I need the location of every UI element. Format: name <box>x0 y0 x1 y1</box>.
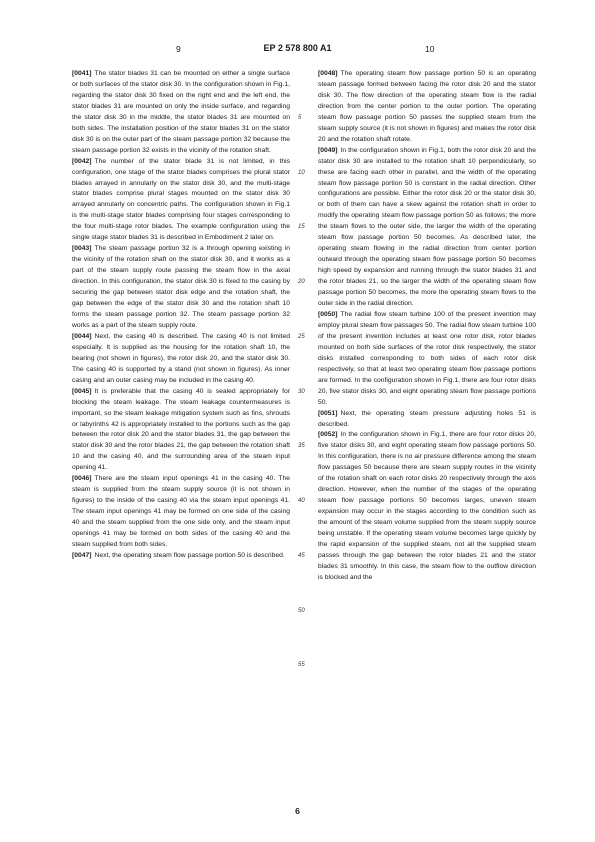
paragraph-text: Next, the casing 40 is described. The casing 40 is not limited especially. It is supplied as the housing for the rotation shaft 10, the bearing (not shown in figures), the rotor disk 20, and the stator disk 30. The casing 40 is supported by a stand (not shown in figures). As inner casing and an outer casing may be included in the casing 40. <box>72 332 290 384</box>
paragraph-text: The stator blades 31 can be mounted on either a single surface or both surfaces of the stator disk 30. In the configuration shown in Fig.1, regarding the stator disk 30 fixed on the right end and the left end, the stator blades 31 are mounted on only the inside surface, and regarding the stator disk 30 in the middle, the stator blades 31 are mounted on both sides. The installation position of the stator blades 31 on the stator disk 30 is on the outer part of the steam passage portion 32 because the steam passage portion 32 exists in the vicinity of the rotation shaft. <box>72 70 290 154</box>
paragraph <box>72 474 290 551</box>
paragraph <box>72 244 290 332</box>
paragraph-number: [0044] <box>72 332 92 340</box>
line-number: 35 <box>298 443 305 450</box>
paragraph-text: There are the steam input openings 41 in the casing 40. The steam is supplied from the steam supply source (it is not shown in figures) to the inside of the casing 40 via the steam input openings 41. The steam input openings 41 may be formed on one side of the casing 40 and the steam supplied from the one side only, and the steam input openings 41 may be formed on both sides of the casing 40 and the steam supplied from both sides. <box>72 475 290 548</box>
line-number: 25 <box>298 333 305 340</box>
paragraph <box>72 157 290 245</box>
page-number: 6 <box>295 806 300 816</box>
paragraph-number: [0048] <box>318 70 338 77</box>
paragraph-text: Next, the operating steam pressure adjusting holes 51 is described. <box>318 409 536 428</box>
right-page-number: 10 <box>425 44 435 54</box>
paragraph <box>72 387 290 475</box>
paragraph-number: [0043] <box>72 245 92 253</box>
line-number: 55 <box>298 662 305 669</box>
paragraph-text: The steam passage portion 32 is a through opening existing in the vicinity of the rotation shaft on the stator disk 30, and it works as a part of the steam supply route passing the steam flow in the axial direction. In this configuration, the stator disk 30 is fixed to the casing by securing the gap between stator disk edge and the rotation shaft, the gap between the edge of the stator disk 30 and the rotation shaft 10 forms the steam passage portion 32. The steam passage portion 32 works as a part of the steam supply route. <box>72 245 290 329</box>
line-number: 5 <box>298 114 302 121</box>
paragraph <box>72 551 290 562</box>
paragraph-text: In the configuration shown in Fig.1, both the rotor disk 20 and the stator disk 30 are installed to the rotation shaft 10 perpendicularly, so these are facing each other in parallel, and the width of the operating steam flow passage portion 50 is constant in the radial direction. Other configurations are possible. Either the rotor disk 20 or the stator disk 30, or both of them can have a skew against the rotation shaft in order to modify the operating steam flow passage portion 50 as follows; the more the steam flows to the outer side, the larger the width of the operating steam flow passage portion 50 becomes. As described later, the operating steam flowing in the radial direction from center portion outward through the operating steam flow passage portion 50 becomes high speed by expansion and running through the stator blades 31 and the rotor blades 21, so the larger the width of the operating steam flow passage portion 50 becomes, the more the operating steam flows to the outer side in the radial direction. <box>318 146 536 308</box>
paragraph-number: [0046] <box>72 475 92 483</box>
paragraph <box>318 430 536 583</box>
line-number: 40 <box>298 498 305 505</box>
paragraph-number: [0049] <box>318 146 338 154</box>
document-number: EP 2 578 800 A1 <box>263 43 332 53</box>
line-number: 30 <box>298 388 305 395</box>
paragraph-text: The number of the stator blade 31 is not limited, in this configuration, one stage of the stator blades comprises the plural stator blades arrayed in annularly on the stator disk 30, and the multi-stage stator blades comprise plural stages mounted on the stator disk 30 arrayed annularly on concentric paths. The configuration shown in Fig.1 is the multi-stage stator blades comprising four stages corresponding to the four multi-stage rotor blades. The example configuration using the single stage stator blades 31 is described in Embodiment 2 later on. <box>72 157 290 242</box>
paragraph <box>318 69 536 146</box>
paragraph-text: Next, the operating steam flow passage portion 50 is described. <box>94 551 285 559</box>
right-column <box>318 69 536 584</box>
paragraph-text: The radial flow steam turbine 100 of the present invention may employ plural steam flow passages 50. The radial flow steam turbine 100 of the present invention includes at least one rotor disk, rotor blades mounted on both side surfaces of the rotor disk respectively, the stator disks installed corresponding to both sides of each rotor disk respectively, so that at least two operating steam flow passage portions are formed. In the configuration shown in Fig.1, there are four rotor disks 20, five stator disks 30, and eight operating steam flow passage portions 50. <box>318 310 536 406</box>
paragraph <box>318 409 536 431</box>
paragraph <box>318 310 536 409</box>
paragraph-number: [0041] <box>72 70 92 77</box>
line-number: 45 <box>298 552 305 559</box>
paragraph-number: [0051] <box>318 409 338 417</box>
paragraph-text: It is preferable that the casing 40 is sealed appropriately for blocking the steam leakage. The steam leakage countermeasures is important, so the steam leakage mitigation system such as fins, shrouds or labyrinths 42 is appropriately installed to the portions such as the gap between the rotor disk 20 and the stator blades 31, the gap between the stator disk 30 and the rotor blades 21, the gap between the rotation shaft 10 and the casing 40, and the surrounding area of the steam input opening 41. <box>72 387 290 472</box>
paragraph-text: In the configuration shown in Fig.1, there are four rotor disks 20, five stator disks 30, and eight operating steam flow passage portions 50. In this configuration, there is no air pressure difference among the steam flow passages 50 because there are steam supply routes in the vicinity of the rotation shaft on each rotor disks 20 respectively through the axis direction. However, when the number of the stages of the operating steam flow passage portions 50 becomes larges, uneven steam expansion may occur in the stages according to the condition such as the amount of the steam volume supplied from the steam supply source being unstable. If the operating steam volume becomes large quickly by the rapid expansion of the supplied steam, not all the supplied steam passes through the gap between the rotor blades 21 and the stator blades 31 smoothly. In this case, the steam flow to the outflow direction is blocked and the <box>318 431 536 581</box>
paragraph-number: [0052] <box>318 431 338 439</box>
paragraph-number: [0050] <box>318 310 338 318</box>
line-number: 15 <box>298 224 305 231</box>
paragraph <box>318 146 536 310</box>
line-number: 20 <box>298 279 305 286</box>
paragraph-text: The operating steam flow passage portion 50 is an operating steam passage formed between facing the rotor disk 20 and the stator disk 30. The flow direction of the operating steam flow is the radial direction from the center portion to the outer portion. The operating steam flow passage portion 50 passes the supplied steam from the steam supply source (it is not shown in figures) and makes the rotor disk 20 and the rotation shaft rotate. <box>318 70 536 143</box>
paragraph <box>72 332 290 387</box>
paragraph-number: [0045] <box>72 387 92 395</box>
line-number: 10 <box>298 169 305 176</box>
paragraph <box>72 69 290 157</box>
paragraph-number: [0047] <box>72 551 92 559</box>
left-page-number: 9 <box>176 44 181 54</box>
line-number: 50 <box>298 607 305 614</box>
left-column <box>72 69 290 562</box>
paragraph-number: [0042] <box>72 157 92 165</box>
